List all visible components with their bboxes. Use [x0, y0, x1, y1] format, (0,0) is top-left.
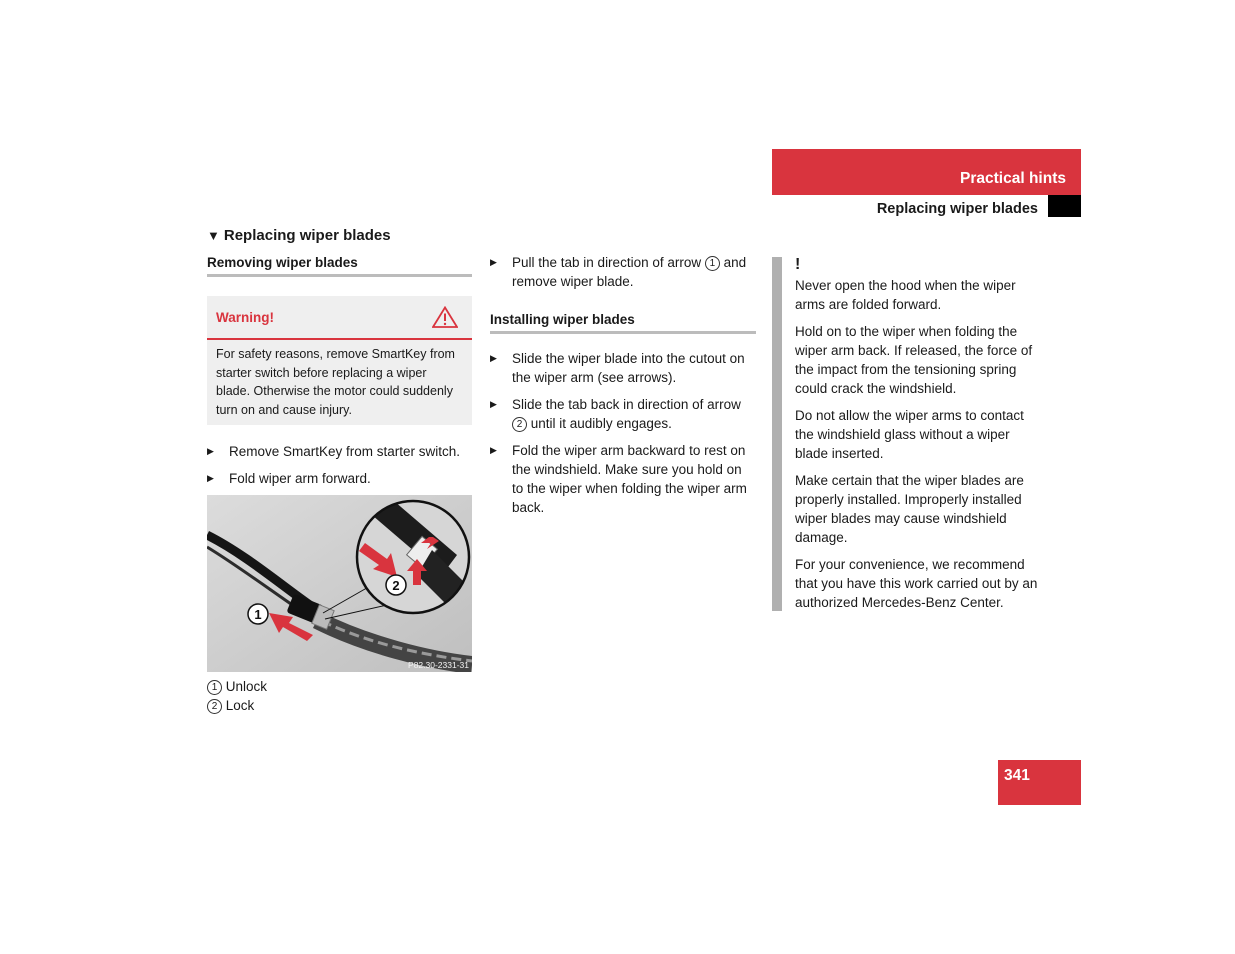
notice-paragraph: Make certain that the wiper blades are properly installed. Improperly installed wiper blades may cause windshield damage. [795, 473, 1024, 545]
warning-text: For safety reasons, remove SmartKey from starter switch before replacing a wiper blade. Otherwise the motor could suddenly turn on and cause injury. [216, 347, 455, 417]
removing-heading: Removing wiper blades [207, 253, 472, 277]
bullet-arrow-icon: ▶ [490, 257, 497, 267]
notice-mark: ! [795, 256, 801, 273]
notice-paragraph: Never open the hood when the wiper arms are folded forward. [795, 278, 1016, 312]
legend-item: 1 Unlock [207, 677, 467, 696]
list-item: ▶ Fold the wiper arm backward to rest on the windshield. Make sure you hold on to the wiper when folding the wiper arm back. [490, 443, 747, 515]
chapter-title: Practical hints [960, 170, 1066, 187]
list-item: ▶ Pull the tab in direction of arrow 1 and remove wiper blade. [490, 255, 747, 289]
header-marker [1048, 195, 1081, 217]
page-number: 341 [1004, 767, 1030, 784]
bullet-arrow-icon: ▶ [490, 353, 497, 363]
bullet-arrow-icon: ▶ [490, 445, 497, 455]
section-header: Replacing wiper blades [876, 201, 1038, 217]
page-number-box [998, 760, 1081, 805]
bullet-arrow-icon: ▶ [490, 399, 497, 409]
warning-triangle-icon [432, 306, 458, 328]
notice-box [795, 255, 1040, 620]
wiper-blade-photo [207, 495, 472, 672]
number-badge: 1 [207, 680, 222, 695]
list-item: ▶ Fold wiper arm forward. [207, 471, 371, 486]
section-triangle-icon: ▼ [207, 228, 220, 243]
list-item: ▶ Slide the tab back in direction of arrow 2 until it audibly engages. [490, 397, 741, 431]
notice-paragraph: Hold on to the wiper when folding the wiper arm back. If released, the force of the impact from the tensioning spring could crack the windshield. [795, 324, 1033, 396]
list-item: ▶ Remove SmartKey from starter switch. [207, 444, 461, 459]
installing-heading: Installing wiper blades [490, 310, 756, 334]
warning-box [207, 296, 472, 425]
page-title: ▼ Replacing wiper blades [207, 227, 391, 244]
notice-paragraph: For your convenience, we recommend that you have this work carried out by an authorized Mercedes-Benz Center. [795, 557, 1038, 610]
legend-item: 2 Lock [207, 696, 467, 715]
number-badge: 1 [705, 256, 720, 271]
figure-legend [207, 677, 467, 715]
svg-text:2: 2 [392, 578, 400, 593]
bullet-arrow-icon: ▶ [207, 473, 214, 483]
chapter-tab [772, 149, 1081, 195]
middle-column [490, 253, 756, 525]
number-badge: 2 [207, 699, 222, 714]
list-item: ▶ Slide the wiper blade into the cutout on the wiper arm (see arrows). [490, 351, 745, 385]
bullet-arrow-icon: ▶ [207, 446, 214, 456]
warning-header [207, 296, 472, 340]
notice-paragraph: Do not allow the wiper arms to contact the windshield glass without a wiper blade inserted. [795, 408, 1024, 461]
svg-text:1: 1 [254, 607, 262, 622]
number-badge: 2 [512, 417, 527, 432]
notice-bar [772, 257, 782, 611]
removing-steps [207, 442, 477, 496]
figure-code: P82.30-2331-31 [408, 660, 469, 670]
warning-label: Warning! [216, 310, 274, 325]
